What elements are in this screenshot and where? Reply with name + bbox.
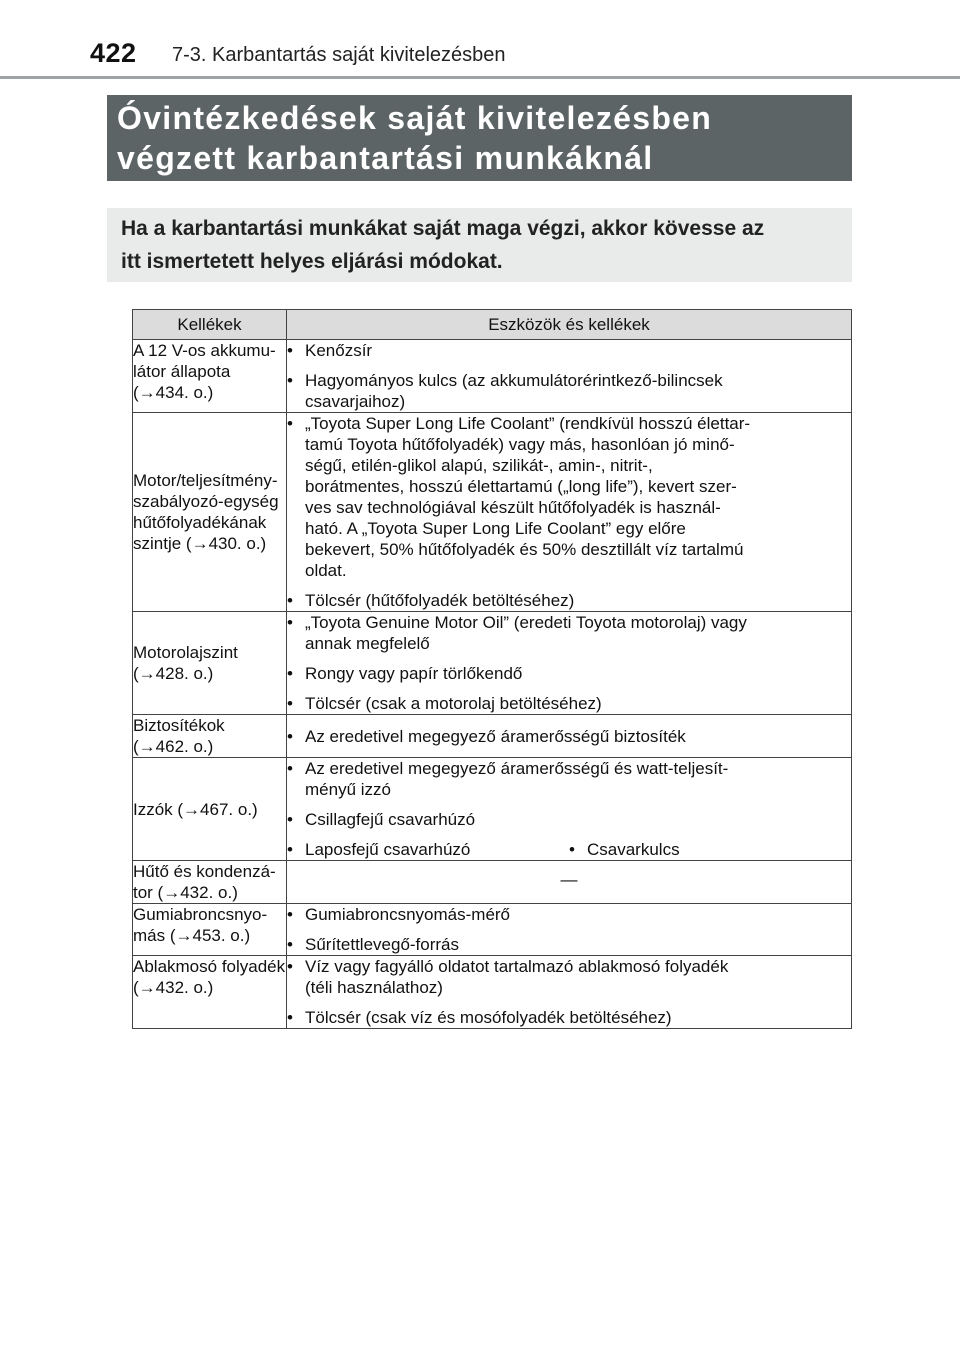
item-cell xyxy=(133,956,287,1029)
list-item-line: Gumiabroncsnyomás-mérő xyxy=(305,905,511,924)
bullet: • xyxy=(287,591,293,610)
list-item xyxy=(287,340,851,361)
list-item-line: csavarjaihoz) xyxy=(305,392,406,411)
list-item xyxy=(287,1007,851,1028)
bullet: • xyxy=(287,810,293,829)
item-line: Motorolajszint xyxy=(133,643,238,662)
list-item xyxy=(287,413,851,581)
table-row xyxy=(133,956,852,1029)
bullet: • xyxy=(287,905,293,924)
list-item-line: Laposfejű csavarhúzó xyxy=(305,840,471,859)
list-item xyxy=(287,663,851,684)
list-item xyxy=(287,934,851,955)
item-line: A 12 V-os akkumu- xyxy=(133,341,276,360)
item-line: Biztosítékok xyxy=(133,716,225,735)
bullet: • xyxy=(287,957,293,976)
table-row xyxy=(133,612,852,715)
page-title-line-2: végzett karbantartási munkáknál xyxy=(117,140,654,176)
list-item-line: Tölcsér (csak víz és mosófolyadék betöltéséhez) xyxy=(305,1008,672,1027)
list-item-line: (téli használathoz) xyxy=(305,978,443,997)
table-row xyxy=(133,758,852,861)
column-header-items: Kellékek xyxy=(133,310,287,340)
item-line: (→462. o.) xyxy=(133,737,214,756)
list-item-line: ségű, etilén-glikol alapú, szilikát-, amin-, nitrit-, xyxy=(305,456,653,475)
list-item-line: Az eredetivel megegyező áramerősségű biztosíték xyxy=(305,726,686,746)
tools-cell xyxy=(287,758,852,861)
tools-cell xyxy=(287,612,852,715)
item-cell xyxy=(133,715,287,758)
bullet: • xyxy=(287,341,293,360)
tools-cell xyxy=(287,956,852,1029)
list-item xyxy=(287,693,851,714)
list-item xyxy=(287,612,851,654)
tools-cell xyxy=(287,861,852,904)
bullet: • xyxy=(287,414,293,433)
list-item-line: ható. A „Toyota Super Long Life Coolant” egy előre xyxy=(305,519,686,538)
page-title-box xyxy=(107,95,852,181)
page-header xyxy=(0,0,960,80)
column-header-tools: Eszközök és kellékek xyxy=(287,310,852,340)
header-rule xyxy=(0,76,960,79)
intro-box xyxy=(107,208,852,282)
bullet: • xyxy=(287,935,293,954)
list-item xyxy=(287,956,851,998)
item-cell xyxy=(133,612,287,715)
item-line: hűtőfolyadékának xyxy=(133,513,267,532)
list-item-line: „Toyota Super Long Life Coolant” (rendkívül hosszú élettar- xyxy=(305,414,751,433)
item-line: (→428. o.) xyxy=(133,664,214,683)
item-line: látor állapota xyxy=(133,362,231,381)
item-line: Hűtő és kondenzá- xyxy=(133,862,276,881)
list-item-pair xyxy=(287,839,851,860)
page-number: 422 xyxy=(90,38,137,68)
bullet: • xyxy=(287,613,293,632)
item-line: (→434. o.) xyxy=(133,383,214,402)
list-item-line: Csillagfejű csavarhúzó xyxy=(305,810,476,829)
list-item-line: Csavarkulcs xyxy=(587,840,680,859)
bullet: • xyxy=(287,726,293,746)
list-item-line: annak megfelelő xyxy=(305,634,430,653)
intro-line-1: Ha a karbantartási munkákat saját maga végzi, akkor kövesse az xyxy=(121,217,765,240)
bullet: • xyxy=(287,694,293,713)
item-cell xyxy=(133,758,287,861)
maintenance-table xyxy=(132,309,852,1029)
list-item-line: Víz vagy fagyálló oldatot tartalmazó ablakmosó folyadék xyxy=(305,957,729,976)
item-line: (→432. o.) xyxy=(133,978,214,997)
item-line: szintje (→430. o.) xyxy=(133,534,267,553)
list-item-line: „Toyota Genuine Motor Oil” (eredeti Toyota motorolaj) vagy xyxy=(305,613,747,632)
tools-cell xyxy=(287,413,852,612)
bullet: • xyxy=(287,1008,293,1027)
list-item xyxy=(569,839,851,860)
list-item-line: Az eredetivel megegyező áramerősségű és watt-teljesít- xyxy=(305,759,729,778)
list-item-line: ményű izzó xyxy=(305,780,391,799)
item-cell xyxy=(133,413,287,612)
item-line: más (→453. o.) xyxy=(133,926,251,945)
bullet: • xyxy=(287,759,293,778)
list-item-line: bekevert, 50% hűtőfolyadék és 50% desztillált víz tartalmú xyxy=(305,540,744,559)
list-item xyxy=(287,590,851,611)
page-title-line-1: Óvintézkedések saját kivitelezésben xyxy=(117,100,713,136)
list-item-line: Tölcsér (hűtőfolyadék betöltéséhez) xyxy=(305,591,575,610)
item-line: szabályozó-egység xyxy=(133,492,279,511)
tools-cell xyxy=(287,904,852,956)
bullet: • xyxy=(287,664,293,683)
table-row xyxy=(133,340,852,413)
list-item-line: ves sav technológiával készült hűtőfolyadék is használ- xyxy=(305,498,721,517)
list-item-line: Rongy vagy papír törlőkendő xyxy=(305,664,523,683)
item-cell xyxy=(133,340,287,413)
table-row xyxy=(133,861,852,904)
table-row xyxy=(133,715,852,758)
tools-cell xyxy=(287,340,852,413)
item-line: Izzók (→467. o.) xyxy=(133,799,258,819)
empty-dash: — xyxy=(560,870,578,889)
list-item xyxy=(287,904,851,925)
list-item-line: Kenőzsír xyxy=(305,341,373,360)
item-line: Motor/teljesítmény- xyxy=(133,471,278,490)
table-header-row xyxy=(133,310,852,340)
list-item xyxy=(287,839,569,860)
list-item xyxy=(287,726,851,747)
list-item-line: Tölcsér (csak a motorolaj betöltéséhez) xyxy=(305,694,602,713)
item-line: tor (→432. o.) xyxy=(133,883,238,902)
list-item xyxy=(287,758,851,800)
list-item xyxy=(287,370,851,412)
list-item-line: borátmentes, hosszú élettartamú („long life”), kevert szer- xyxy=(305,477,737,496)
list-item xyxy=(287,809,851,830)
section-title: 7-3. Karbantartás saját kivitelezésben xyxy=(172,44,506,66)
list-item-line: Sűrítettlevegő-forrás xyxy=(305,935,460,954)
list-item-line: tamú Toyota hűtőfolyadék) vagy más, hasonlóan jó minő- xyxy=(305,435,735,454)
item-line: Ablakmosó folyadék xyxy=(133,957,286,976)
table-row xyxy=(133,904,852,956)
table-row xyxy=(133,413,852,612)
list-item-line: oldat. xyxy=(305,561,347,580)
list-item-line: Hagyományos kulcs (az akkumulátorérintkező-bilincsek xyxy=(305,371,723,390)
item-line: Gumiabroncsnyo- xyxy=(133,905,268,924)
item-cell xyxy=(133,861,287,904)
bullet: • xyxy=(287,371,293,390)
item-cell xyxy=(133,904,287,956)
intro-line-2: itt ismertetett helyes eljárási módokat. xyxy=(121,250,503,273)
bullet: • xyxy=(287,840,293,859)
bullet: • xyxy=(569,840,575,859)
tools-cell xyxy=(287,715,852,758)
